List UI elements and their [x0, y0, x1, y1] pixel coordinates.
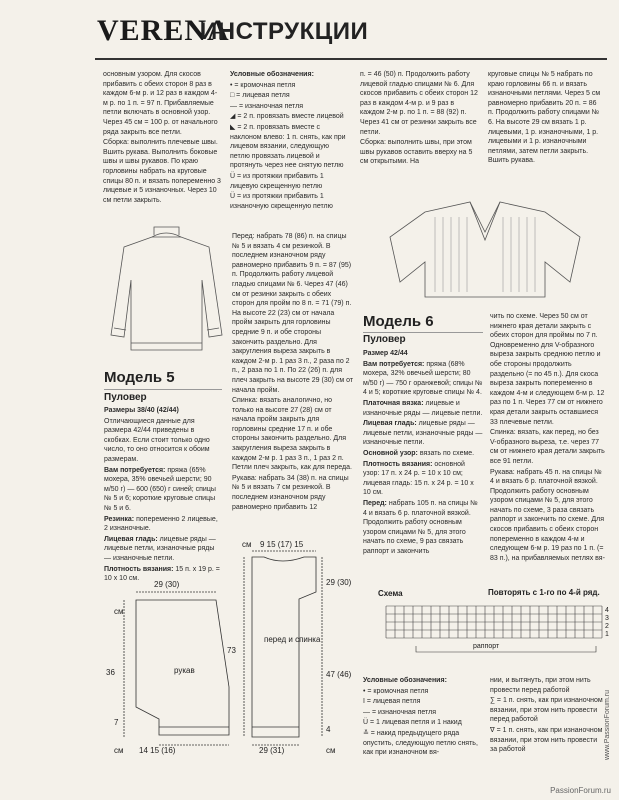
model6-specs: Размер 42/44 Вам потребуется: пряжа (68% мохера, 32% овечьей шерсти; 80 м/50 г) — 750 г оранжевой; спицы № 4 и 5; короткие круговые спицы № 4. Платочная вязка: лицевые и изнаночные ряды — лицевые петли. Лицевая гладь: лицевые ряды — лицевые петли, изнаночные ряды — изнаночные петли. Основной узор: вязать по схеме. Плотность вязания: основной узор: 17 п. х 24 р. = 10 х 10 см; лицевая гладь: 15 п. х 24 р. = 10 х 10 см. Перед: набрать 105 п. на спицы № 4 и вязать 6 р. платочной вязкой. Продолжить работу основным узором спицами № 5, для этого начать по схеме, 9 раз связать раппорт и закончить: [363, 350, 483, 555]
schema-row-number: 2: [605, 623, 609, 630]
model6-subtitle: Пуловер: [363, 334, 406, 345]
model5-subtitle: Пуловер: [104, 392, 147, 403]
page-title: ИНСТРУКЦИИ: [200, 18, 369, 45]
body-top-dim: 9 15 (17) 15: [260, 540, 304, 549]
body-height-dim: 73: [227, 646, 236, 655]
sleeve-cuff-dim: 7: [114, 718, 119, 727]
model5-title-rule: [104, 389, 222, 390]
legend-bottom: Условные обозначения: • = кромочная петля I = лицевая петля — = изнаночная петля Ü = 1 лицевая петля и 1 накид ≚ = накид предыдущего ряда опустить, следующую петлю снять, как при изнаночном вя-: [363, 677, 478, 757]
brand-logo: VERENA: [97, 14, 230, 47]
schema-rapport-label: раппорт: [470, 643, 502, 650]
model6-title-rule: [363, 332, 483, 333]
col4-bottom-text: нии, и вытянуть, при этом нить провести перед работой ∑ = 1 п. снять, как при изнаночном вязании, при этом нить провести перед работой ∇ = 1 п. снять, как при изнаночном вязании, при этом нить провести за работой: [490, 677, 603, 754]
schema-row-number: 4: [605, 607, 609, 614]
sleeve-top-dim: 29 (30): [154, 580, 180, 589]
model5-schematic: [104, 537, 354, 762]
model5-instructions-right: Перед: набрать 78 (86) п. на спицы № 5 и вязать 4 см резинкой. В последнем изнаночном ряду равномерно прибавить 9 п. = 87 (95) п. Продолжить работу лицевой гладью спицами № 6. Через 47 (46) см от резинки закрыть с обеих сторон для пройм по 8 п. = 71 (79) п. На высоте 22 (23) см от начала пройм закрыть для горловины средние 9 п. и обе стороны закончить раздельно. Для закругления выреза закрыть в каждом 2-м р. 1 раз 3 п., 2 раза по 2 п., 2 раза по 1 п. По 22 (26) п. для плеч закрыть на высоте 29 (30) см от начала пройм. Спинка: вязать аналогично, но только на высоте 27 (28) см от начала пройм закрыть для горловины средние 17 п. и обе стороны закончить раздельно. Для закругления выреза закрыть в каждом 2-м р. 1 раз 3 п., 1 раз 2 п. Петли плеч закрыть, как для переда. Рукава: набрать 34 (38) п. на спицы № 5 и вязать 7 см резинкой. В последнем изнаночном ряду равномерно прибавить 12: [232, 233, 354, 511]
sleeve-height-dim: 36: [106, 668, 115, 677]
body-outline: [252, 557, 316, 737]
schema-title: Схема: [378, 589, 403, 598]
sleeve-bottom-unit: см: [114, 746, 124, 755]
body-side-top-dim: 29 (30): [326, 578, 352, 587]
body-top-unit: см: [242, 540, 252, 549]
schema-repeat-note: Повторять с 1-го по 4-й ряд.: [488, 588, 600, 597]
model6-title: Модель 6: [363, 313, 434, 330]
col4-mid-text: чить по схеме. Через 50 см от нижнего края детали закрыть с обеих сторон для проймы по 7 п. Одновременно для V-образного выреза закрыть среднюю петлю и обе стороны продолжить раздельно (= по 45 п.). Для скоса выреза закрыть попеременно в каждом 4-м и следующем 6-м р. 12 раз по 1 п. Через 77 см от нижнего края детали закрыть оставшиеся 33 плечевые петли. Спинка: вязать, как перед, но без V-образного выреза, т.е. через 77 см от нижнего края детали закрыть все 91 петли. Рукава: набрать 45 п. на спицы № 4 и вязать 6 р. платочной вязкой. Продолжить работу основным узором спицами № 5, для этого начать по схеме, 3 раза связать раппорт и закончить по схеме. Для скосов прибавить с обеих сторон попеременно в каждом 4-м и следующем 6-м р. 19 раз по 1 п. (= 83 п.), на прибавляемых петлях вя-: [490, 313, 605, 562]
sleeve-label: рукав: [174, 666, 195, 675]
side-url: www.PassionForum.ru: [604, 690, 611, 761]
header-divider: [95, 58, 607, 60]
body-label: перед и спинка: [264, 635, 321, 644]
body-cuff-dim: 4: [326, 725, 331, 734]
col4-top-text: круговые спицы № 5 набрать по краю горловины 66 п. и вязать изнаночными петлями. Через 5 см равномерно прибавить 20 п. = 86 п. Продолжить работу спицами № 6. На высоте 29 см вязать 1 р. лицевыми, 1 р. изнаночными, 1 р. лицевыми и 1 р. изнаночными петлями, затем петли закрыть. Вшить рукава.: [488, 71, 601, 165]
model6-sweater-illustration: [385, 192, 585, 302]
body-side-bottom-dim: 47 (46): [326, 670, 352, 679]
sleeve-unit-label: см: [114, 607, 124, 616]
body-bottom-unit: см: [326, 746, 336, 755]
model5-specs: Размеры 38/40 (42/44) Отличающиеся данные для размера 42/44 приведены в скобках. Если стоит только одно число, то оно относится к обоим размерам. Вам потребуется: пряжа (65% мохера, 35% овечьей шерсти; 90 м/50 г) — 600 (650) г синей; спицы № 5 и 6; короткие круговые спицы № 5 и 6. Резинка: попеременно 2 лицевые, 2 изнаночные. Лицевая гладь: лицевые ряды — лицевые петли, изнаночные ряды — изнаночные петли. Плотность вязания: 15 п. х 19 р. = 10 х 10 см.: [104, 407, 220, 583]
model5-sweater-illustration: [104, 225, 229, 360]
schema-row-number: 3: [605, 615, 609, 622]
watermark: PassionForum.ru: [550, 786, 611, 795]
schema-row-number: 1: [605, 631, 609, 638]
body-bottom-dim: 29 (31): [259, 746, 285, 755]
legend-top: Условные обозначения: • = кромочная петля □ = лицевая петля — = изнаночная петля ◢ = 2 п. провязать вместе лицевой ◣ = 2 п. провязать вместе с наклоном влево: 1 п. снять, как при лицевом вязании, следующую петлю провязать лицевой и протянуть через нее снятую петлю Ü = из протяжки прибавить 1 лицевую скрещенную петлю Ü = из протяжки прибавить 1 изнаночную скрещенную петлю: [230, 71, 346, 210]
model5-title: Модель 5: [104, 369, 175, 386]
col1-top-text: основным узором. Для скосов прибавить с обеих сторон 8 раз в каждом 6-м р. и 12 раз в каждом 4-м р. по 1 п. = 97 п. Прибавляемые петли включать в основной узор. Через 45 см = 100 р. от начального ряда закрыть все петли. Сборка: выполнить плечевые швы. Вшить рукава. Выполнить боковые швы и швы рукавов. По краю горловины набрать на круговые спицы 80 п. и вязать попеременно 3 лицевые и 5 изнаночных. Через 10 см петли закрыть.: [103, 71, 221, 204]
col3-top-text: п. = 46 (50) п. Продолжить работу лицевой гладью спицами № 6. Для скосов прибавить с обеих сторон 12 раз в каждом 4-м р. и 9 раз в каждом 2-м р. по 1 п. = 88 (92) п. Через 41 см от резинки закрыть все петли. Сборка: выполнить швы, при этом швы рукавов оставить вверху на 5 см открытыми. На: [360, 71, 478, 166]
sleeve-bottom-dim: 14 15 (16): [139, 746, 176, 755]
